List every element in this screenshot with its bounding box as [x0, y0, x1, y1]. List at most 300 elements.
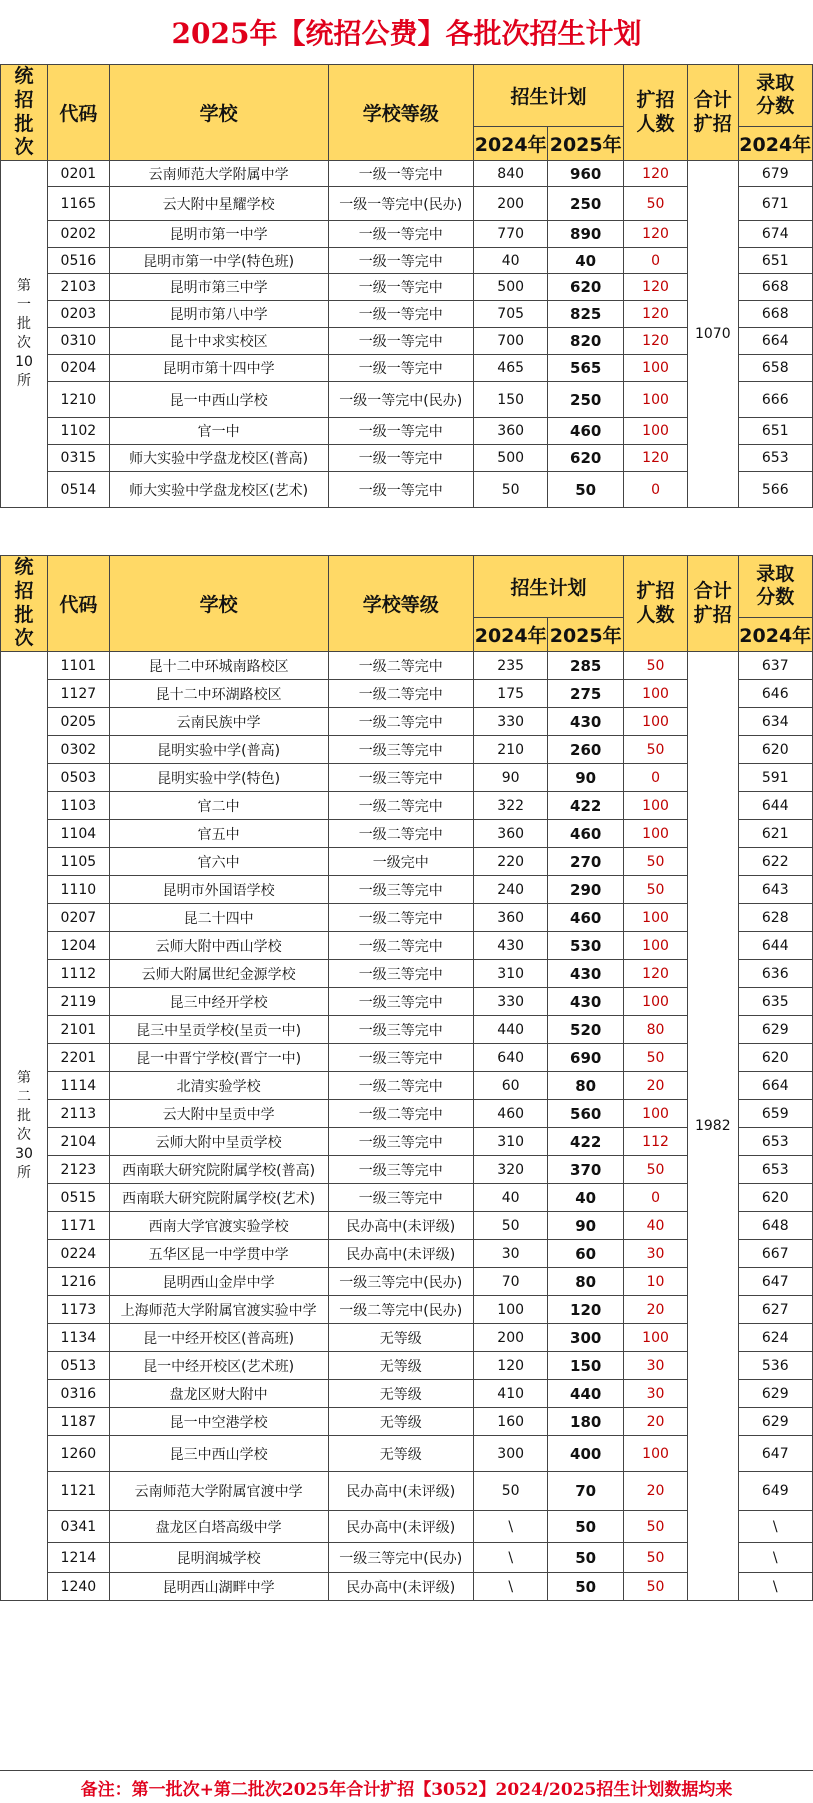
cell-expand: 40 — [623, 1212, 687, 1240]
cell-level: 一级一等完中(民办) — [328, 382, 473, 418]
cell-score: 591 — [738, 764, 813, 792]
cell-expand: 80 — [623, 1016, 687, 1044]
cell-expand: 100 — [623, 988, 687, 1016]
header-level: 学校等级 — [328, 65, 473, 161]
cell-level: 一级二等完中 — [328, 1100, 473, 1128]
cell-expand: 0 — [623, 764, 687, 792]
cell-score: 644 — [738, 792, 813, 820]
cell-level: 一级二等完中 — [328, 932, 473, 960]
cell-school: 云师大附属世纪金源学校 — [109, 960, 328, 988]
batch-label-char: 次 — [16, 1127, 31, 1143]
cell-plan-2024: 40 — [473, 1184, 547, 1212]
cell-plan-2024: 60 — [473, 1072, 547, 1100]
cell-score: 620 — [738, 1184, 813, 1212]
header-char: 录取 — [756, 71, 795, 94]
cell-school: 昆明西山金岸中学 — [109, 1268, 328, 1296]
cell-level: 一级一等完中 — [328, 445, 473, 472]
header-code: 代码 — [47, 556, 109, 652]
cell-plan-2024: 235 — [473, 652, 547, 680]
cell-score: 671 — [738, 187, 813, 221]
header-row — [1, 556, 813, 618]
cell-plan-2024: 322 — [473, 792, 547, 820]
batch-label-char: 批 — [16, 1108, 31, 1125]
cell-level: 无等级 — [328, 1408, 473, 1436]
cell-level: 一级一等完中 — [328, 472, 473, 508]
cell-score: 635 — [738, 988, 813, 1016]
cell-level: 一级三等完中 — [328, 736, 473, 764]
cell-score: 679 — [738, 161, 813, 187]
cell-code: 1204 — [47, 932, 109, 960]
cell-score: 668 — [738, 274, 813, 301]
cell-plan-2024: 430 — [473, 932, 547, 960]
cell-expand: 0 — [623, 472, 687, 508]
cell-expand: 120 — [623, 221, 687, 248]
header-char: 批 — [14, 112, 34, 135]
cell-plan-2024: 460 — [473, 1100, 547, 1128]
cell-score: 622 — [738, 848, 813, 876]
cell-level: 民办高中(未评级) — [328, 1573, 473, 1601]
cell-expand: 100 — [623, 418, 687, 445]
batch-label — [1, 161, 48, 508]
header-char: 批 — [14, 603, 34, 626]
cell-code: 1165 — [47, 187, 109, 221]
cell-school: 昆二十四中 — [109, 904, 328, 932]
header-char: 录取 — [756, 562, 795, 585]
cell-code: 1102 — [47, 418, 109, 445]
cell-plan-2025: 440 — [548, 1380, 624, 1408]
batch-label-char: 30 — [15, 1145, 33, 1162]
cell-expand: 50 — [623, 1511, 687, 1543]
cell-level: 一级三等完中 — [328, 988, 473, 1016]
cell-level: 一级三等完中 — [328, 1128, 473, 1156]
cell-score: 674 — [738, 221, 813, 248]
cell-score: 659 — [738, 1100, 813, 1128]
header-total — [688, 556, 738, 652]
cell-school: 官二中 — [109, 792, 328, 820]
cell-score: 651 — [738, 418, 813, 445]
cell-level: 一级三等完中 — [328, 1184, 473, 1212]
page-title: 2025年【统招公费】各批次招生计划 — [0, 0, 813, 65]
cell-plan-2025: 460 — [548, 418, 624, 445]
cell-expand: 100 — [623, 820, 687, 848]
cell-plan-2024: 240 — [473, 876, 547, 904]
cell-plan-2024: 150 — [473, 382, 547, 418]
header-code: 代码 — [47, 65, 109, 161]
cell-plan-2025: 70 — [548, 1472, 624, 1511]
header-total — [688, 65, 738, 161]
batch-total-expand: 1982 — [688, 652, 738, 1601]
header-batch — [1, 65, 48, 161]
cell-code: 1134 — [47, 1324, 109, 1352]
footnote: 备注：第一批次+第二批次2025年合计扩招【3052】2024/2025招生计划数据均来 — [0, 1770, 813, 1803]
cell-plan-2024: 90 — [473, 764, 547, 792]
cell-code: 0205 — [47, 708, 109, 736]
cell-school: 云师大附中西山学校 — [109, 932, 328, 960]
cell-score: 634 — [738, 708, 813, 736]
cell-level: 一级完中 — [328, 848, 473, 876]
header-char: 招 — [14, 579, 34, 602]
cell-plan-2025: 430 — [548, 960, 624, 988]
cell-plan-2024: 640 — [473, 1044, 547, 1072]
cell-expand: 30 — [623, 1352, 687, 1380]
cell-code: 1114 — [47, 1072, 109, 1100]
cell-expand: 50 — [623, 1156, 687, 1184]
cell-school: 云大附中星耀学校 — [109, 187, 328, 221]
batch-one-table — [0, 64, 813, 508]
cell-level: 一级二等完中 — [328, 708, 473, 736]
cell-plan-2025: 300 — [548, 1324, 624, 1352]
cell-score: 664 — [738, 1072, 813, 1100]
cell-level: 一级一等完中(民办) — [328, 187, 473, 221]
cell-score: \ — [738, 1573, 813, 1601]
cell-school: 云南师范大学附属中学 — [109, 161, 328, 187]
cell-code: 1112 — [47, 960, 109, 988]
header-char: 次 — [14, 627, 34, 650]
cell-school: 官六中 — [109, 848, 328, 876]
cell-expand: 50 — [623, 876, 687, 904]
cell-plan-2024: 360 — [473, 904, 547, 932]
cell-plan-2024: 320 — [473, 1156, 547, 1184]
cell-plan-2025: 40 — [548, 248, 624, 274]
cell-expand: 0 — [623, 248, 687, 274]
cell-code: 1216 — [47, 1268, 109, 1296]
cell-plan-2025: 260 — [548, 736, 624, 764]
cell-score: 629 — [738, 1408, 813, 1436]
batch-label-char: 第 — [16, 1070, 31, 1087]
cell-score: 643 — [738, 876, 813, 904]
cell-plan-2024: 410 — [473, 1380, 547, 1408]
cell-code: 1187 — [47, 1408, 109, 1436]
cell-expand: 100 — [623, 708, 687, 736]
cell-school: 西南大学官渡实验学校 — [109, 1212, 328, 1240]
cell-plan-2025: 50 — [548, 1543, 624, 1573]
cell-expand: 120 — [623, 274, 687, 301]
cell-expand: 120 — [623, 161, 687, 187]
cell-plan-2024: 310 — [473, 1128, 547, 1156]
cell-score: 666 — [738, 382, 813, 418]
cell-level: 一级二等完中 — [328, 820, 473, 848]
cell-plan-2025: 530 — [548, 932, 624, 960]
cell-level: 一级一等完中 — [328, 301, 473, 328]
cell-score: 628 — [738, 904, 813, 932]
cell-plan-2024: 200 — [473, 1324, 547, 1352]
cell-level: 一级一等完中 — [328, 274, 473, 301]
cell-expand: 100 — [623, 1436, 687, 1472]
cell-level: 一级一等完中 — [328, 355, 473, 382]
cell-school: 昆一中经开校区(艺术班) — [109, 1352, 328, 1380]
cell-level: 民办高中(未评级) — [328, 1212, 473, 1240]
cell-school: 昆一中西山学校 — [109, 382, 328, 418]
cell-level: 一级一等完中 — [328, 248, 473, 274]
cell-plan-2025: 565 — [548, 355, 624, 382]
cell-code: 1121 — [47, 1472, 109, 1511]
cell-plan-2024: 120 — [473, 1352, 547, 1380]
cell-expand: 100 — [623, 1100, 687, 1128]
cell-code: 1173 — [47, 1296, 109, 1324]
cell-plan-2025: 150 — [548, 1352, 624, 1380]
cell-score: 647 — [738, 1436, 813, 1472]
cell-school: 昆十中求实校区 — [109, 328, 328, 355]
header-2025: 2025年 — [548, 617, 624, 651]
cell-plan-2024: 160 — [473, 1408, 547, 1436]
header-char: 统 — [14, 556, 34, 578]
cell-expand: 0 — [623, 1184, 687, 1212]
header-score-year: 2024年 — [738, 126, 813, 160]
cell-plan-2024: 360 — [473, 418, 547, 445]
cell-code: 0203 — [47, 301, 109, 328]
cell-plan-2025: 620 — [548, 274, 624, 301]
cell-score: 651 — [738, 248, 813, 274]
cell-level: 一级二等完中 — [328, 680, 473, 708]
cell-plan-2025: 90 — [548, 1212, 624, 1240]
cell-plan-2024: 840 — [473, 161, 547, 187]
batch-label-char: 次 — [16, 335, 31, 351]
cell-code: 0315 — [47, 445, 109, 472]
cell-score: 620 — [738, 736, 813, 764]
batch-label-char: 第 — [16, 278, 31, 295]
cell-school: 云南民族中学 — [109, 708, 328, 736]
cell-code: 2201 — [47, 1044, 109, 1072]
cell-score: 668 — [738, 301, 813, 328]
cell-expand: 50 — [623, 736, 687, 764]
cell-expand: 112 — [623, 1128, 687, 1156]
cell-level: 无等级 — [328, 1324, 473, 1352]
cell-expand: 100 — [623, 932, 687, 960]
header-char: 人数 — [636, 603, 675, 626]
cell-code: 1110 — [47, 876, 109, 904]
cell-code: 1127 — [47, 680, 109, 708]
header-score — [738, 556, 813, 618]
cell-expand: 100 — [623, 355, 687, 382]
cell-plan-2024: 70 — [473, 1268, 547, 1296]
cell-plan-2025: 120 — [548, 1296, 624, 1324]
cell-plan-2024: 300 — [473, 1436, 547, 1472]
cell-level: 一级三等完中(民办) — [328, 1543, 473, 1573]
cell-plan-2025: 80 — [548, 1268, 624, 1296]
cell-plan-2025: 370 — [548, 1156, 624, 1184]
cell-plan-2025: 285 — [548, 652, 624, 680]
cell-plan-2025: 460 — [548, 820, 624, 848]
cell-score: 566 — [738, 472, 813, 508]
cell-school: 师大实验中学盘龙校区(普高) — [109, 445, 328, 472]
cell-plan-2025: 270 — [548, 848, 624, 876]
cell-expand: 100 — [623, 1324, 687, 1352]
cell-school: 昆一中空港学校 — [109, 1408, 328, 1436]
cell-score: 636 — [738, 960, 813, 988]
header-char: 扩招 — [636, 88, 675, 111]
cell-expand: 20 — [623, 1472, 687, 1511]
cell-plan-2024: 310 — [473, 960, 547, 988]
cell-school: 西南联大研究院附属学校(普高) — [109, 1156, 328, 1184]
cell-level: 一级二等完中 — [328, 792, 473, 820]
cell-code: 0207 — [47, 904, 109, 932]
cell-expand: 100 — [623, 792, 687, 820]
cell-school: 上海师范大学附属官渡实验中学 — [109, 1296, 328, 1324]
cell-plan-2024: 500 — [473, 274, 547, 301]
cell-score: 644 — [738, 932, 813, 960]
cell-school: 西南联大研究院附属学校(艺术) — [109, 1184, 328, 1212]
cell-level: 无等级 — [328, 1352, 473, 1380]
cell-school: 昆明市第十四中学 — [109, 355, 328, 382]
cell-level: 一级三等完中 — [328, 764, 473, 792]
cell-code: 1240 — [47, 1573, 109, 1601]
cell-expand: 50 — [623, 652, 687, 680]
cell-score: 658 — [738, 355, 813, 382]
header-char: 合计 — [693, 88, 732, 111]
cell-plan-2025: 50 — [548, 472, 624, 508]
cell-plan-2024: 50 — [473, 1472, 547, 1511]
cell-code: 1105 — [47, 848, 109, 876]
cell-code: 2103 — [47, 274, 109, 301]
batch-label-char: 一 — [16, 297, 31, 314]
cell-plan-2024: \ — [473, 1511, 547, 1543]
cell-level: 一级二等完中 — [328, 652, 473, 680]
cell-code: 2113 — [47, 1100, 109, 1128]
cell-code: 2123 — [47, 1156, 109, 1184]
batch-label-char: 所 — [16, 372, 31, 389]
cell-plan-2025: 400 — [548, 1436, 624, 1472]
cell-plan-2024: 200 — [473, 187, 547, 221]
batch-two-table — [0, 555, 813, 1601]
header-char: 合计 — [693, 579, 732, 602]
cell-level: 一级三等完中 — [328, 1156, 473, 1184]
header-expand — [623, 65, 687, 161]
cell-score: \ — [738, 1511, 813, 1543]
cell-score: 653 — [738, 1128, 813, 1156]
cell-school: 昆三中呈贡学校(呈贡一中) — [109, 1016, 328, 1044]
cell-level: 一级一等完中 — [328, 418, 473, 445]
cell-plan-2024: 100 — [473, 1296, 547, 1324]
cell-code: 2119 — [47, 988, 109, 1016]
cell-school: 官五中 — [109, 820, 328, 848]
cell-plan-2025: 90 — [548, 764, 624, 792]
cell-score: 629 — [738, 1016, 813, 1044]
cell-plan-2024: 40 — [473, 248, 547, 274]
cell-level: 一级一等完中 — [328, 328, 473, 355]
header-char: 分数 — [756, 95, 795, 118]
cell-expand: 120 — [623, 301, 687, 328]
cell-score: 624 — [738, 1324, 813, 1352]
cell-plan-2025: 430 — [548, 708, 624, 736]
cell-plan-2025: 80 — [548, 1072, 624, 1100]
cell-code: 1260 — [47, 1436, 109, 1472]
cell-level: 一级二等完中 — [328, 904, 473, 932]
header-level: 学校等级 — [328, 556, 473, 652]
cell-level: 一级二等完中(民办) — [328, 1296, 473, 1324]
cell-level: 无等级 — [328, 1380, 473, 1408]
cell-score: 649 — [738, 1472, 813, 1511]
cell-level: 一级一等完中 — [328, 161, 473, 187]
cell-school: 昆一中经开校区(普高班) — [109, 1324, 328, 1352]
cell-school: 昆十二中环城南路校区 — [109, 652, 328, 680]
cell-expand: 20 — [623, 1296, 687, 1324]
cell-expand: 50 — [623, 1573, 687, 1601]
cell-score: 647 — [738, 1268, 813, 1296]
cell-expand: 120 — [623, 328, 687, 355]
header-2024: 2024年 — [473, 126, 547, 160]
cell-code: 0202 — [47, 221, 109, 248]
cell-expand: 20 — [623, 1408, 687, 1436]
cell-plan-2025: 890 — [548, 221, 624, 248]
cell-level: 无等级 — [328, 1436, 473, 1472]
cell-school: 官一中 — [109, 418, 328, 445]
table-row — [1, 652, 813, 680]
cell-score: 664 — [738, 328, 813, 355]
cell-plan-2025: 422 — [548, 792, 624, 820]
header-school: 学校 — [109, 65, 328, 161]
cell-plan-2025: 50 — [548, 1511, 624, 1543]
cell-plan-2025: 422 — [548, 1128, 624, 1156]
cell-score: 620 — [738, 1044, 813, 1072]
cell-score: 667 — [738, 1240, 813, 1268]
cell-plan-2024: 50 — [473, 472, 547, 508]
cell-expand: 50 — [623, 1543, 687, 1573]
cell-plan-2024: \ — [473, 1543, 547, 1573]
cell-plan-2025: 40 — [548, 1184, 624, 1212]
cell-school: 昆一中晋宁学校(晋宁一中) — [109, 1044, 328, 1072]
cell-level: 民办高中(未评级) — [328, 1511, 473, 1543]
cell-plan-2025: 430 — [548, 988, 624, 1016]
cell-score: 629 — [738, 1380, 813, 1408]
cell-plan-2025: 60 — [548, 1240, 624, 1268]
batch-total-expand: 1070 — [688, 161, 738, 508]
cell-school: 昆明润城学校 — [109, 1543, 328, 1573]
cell-code: 1214 — [47, 1543, 109, 1573]
header-school: 学校 — [109, 556, 328, 652]
table-row — [1, 161, 813, 187]
cell-plan-2024: 220 — [473, 848, 547, 876]
cell-score: \ — [738, 1543, 813, 1573]
header-char: 扩招 — [693, 603, 732, 626]
cell-expand: 50 — [623, 187, 687, 221]
cell-plan-2025: 690 — [548, 1044, 624, 1072]
cell-score: 627 — [738, 1296, 813, 1324]
cell-plan-2024: 175 — [473, 680, 547, 708]
cell-school: 昆明市外国语学校 — [109, 876, 328, 904]
cell-expand: 120 — [623, 445, 687, 472]
cell-code: 0224 — [47, 1240, 109, 1268]
cell-code: 1101 — [47, 652, 109, 680]
cell-expand: 100 — [623, 382, 687, 418]
cell-school: 云师大附中呈贡学校 — [109, 1128, 328, 1156]
cell-level: 一级二等完中 — [328, 1072, 473, 1100]
cell-code: 0201 — [47, 161, 109, 187]
cell-plan-2025: 290 — [548, 876, 624, 904]
cell-score: 646 — [738, 680, 813, 708]
cell-plan-2024: 700 — [473, 328, 547, 355]
cell-score: 621 — [738, 820, 813, 848]
cell-expand: 100 — [623, 680, 687, 708]
cell-level: 一级三等完中 — [328, 1016, 473, 1044]
batch-label-char: 所 — [16, 1164, 31, 1181]
cell-code: 0514 — [47, 472, 109, 508]
cell-code: 1171 — [47, 1212, 109, 1240]
cell-code: 0513 — [47, 1352, 109, 1380]
cell-plan-2024: 360 — [473, 820, 547, 848]
header-char: 人数 — [636, 112, 675, 135]
cell-level: 一级一等完中 — [328, 221, 473, 248]
cell-plan-2024: 330 — [473, 988, 547, 1016]
header-2024: 2024年 — [473, 617, 547, 651]
cell-school: 昆明市第三中学 — [109, 274, 328, 301]
cell-code: 1103 — [47, 792, 109, 820]
cell-code: 0204 — [47, 355, 109, 382]
cell-score: 653 — [738, 1156, 813, 1184]
cell-plan-2024: 440 — [473, 1016, 547, 1044]
cell-expand: 20 — [623, 1072, 687, 1100]
cell-school: 昆十二中环湖路校区 — [109, 680, 328, 708]
cell-school: 昆明市第八中学 — [109, 301, 328, 328]
